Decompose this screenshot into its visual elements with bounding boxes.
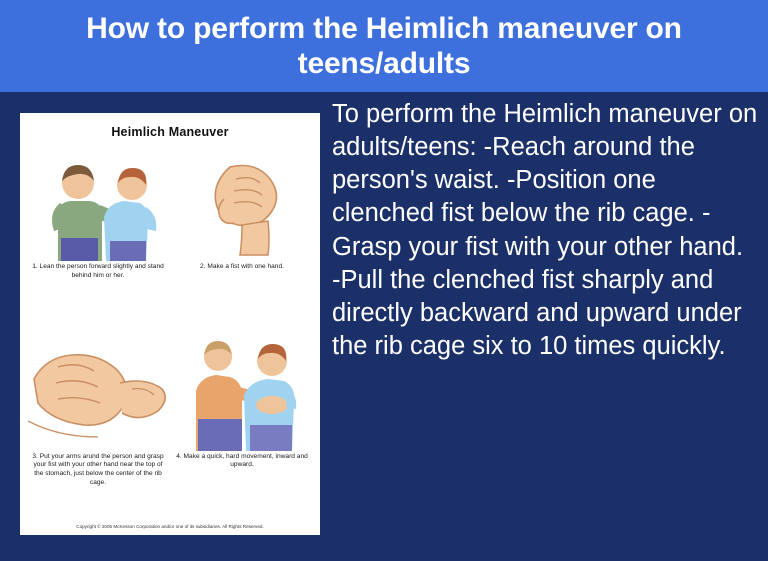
illustration-quick-hard-movement-icon bbox=[172, 333, 312, 451]
illustration-make-a-fist-icon bbox=[172, 143, 312, 261]
figure-panel-1 bbox=[28, 143, 168, 331]
figure-panel-2 bbox=[172, 143, 312, 331]
page-title: How to perform the Heimlich maneuver on teens/adults bbox=[86, 11, 682, 80]
body-text bbox=[332, 98, 758, 363]
figure-title: Heimlich Maneuver bbox=[111, 125, 229, 139]
figure-panel-3 bbox=[28, 333, 168, 521]
figure-panel-grid bbox=[28, 143, 312, 520]
slide-body bbox=[0, 92, 768, 561]
figure-credit: Copyright © 2005 McKesson Corporation and/or one of its subsidiaries. All Rights Reserved. bbox=[76, 524, 264, 529]
figure-caption-2: 2. Make a fist with one hand. bbox=[200, 263, 284, 270]
figure-caption-3: 3. Put your arms arund the person and grasp your fist with your other hand near the top of the stomach, just below the center of the rib cage. bbox=[32, 452, 164, 486]
figure-caption-1: 1. Lean the person forward slightly and stand behind him or her. bbox=[32, 263, 164, 279]
illustration-grasp-fist-icon bbox=[28, 333, 168, 451]
heimlich-figure bbox=[20, 113, 320, 535]
figure-caption-4: 4. Make a quick, hard movement, inward and upward. bbox=[176, 452, 308, 469]
body-text-paragraph: To perform the Heimlich maneuver on adults/teens: -Reach around the person's waist. -Position one clenched fist below the rib cage. -Grasp your fist with your other hand. -Pull the clenched fist sharply and directly backward and upward under the rib cage six to 10 times quickly. bbox=[332, 100, 758, 360]
slide-title-bar bbox=[0, 0, 768, 92]
illustration-lean-person-forward-icon bbox=[28, 143, 168, 261]
figure-panel-4 bbox=[172, 333, 312, 521]
